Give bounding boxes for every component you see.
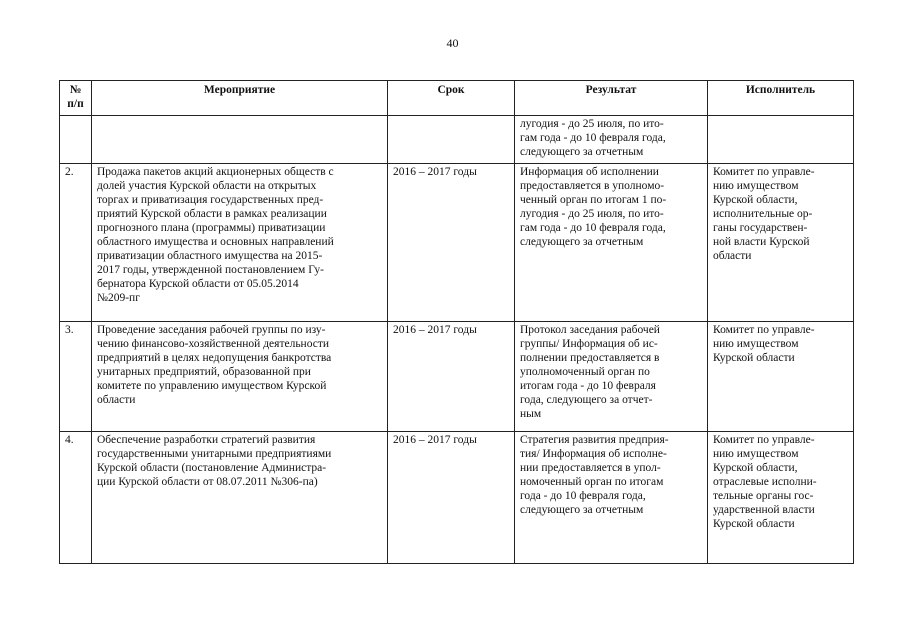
cell-number: 2. (60, 164, 92, 322)
table-row (60, 322, 854, 432)
cell-number (60, 116, 92, 164)
cell-event: Обеспечение разработки стратегий развития государственными унитарными предприятиями Курской области (постановление Администра- ции Курской области от 08.07.2011 №306-па) (92, 432, 388, 564)
cell-number: 3. (60, 322, 92, 432)
header-event: Мероприятие (92, 81, 388, 116)
cell-term: 2016 – 2017 годы (388, 164, 515, 322)
page-number: 40 (446, 36, 459, 50)
cell-event: Продажа пакетов акций акционерных обществ с долей участия Курской области на открытых торгах и приватизация государственных пред- приятий Курской области в рамках реализации прогнозного плана (программы) приватизации областного имущества и основных направлений приватизации областного имущества на 2015- 2017 годы, утвержденной постановлением Гу- бернатора Курской области от 05.05.2014 №209-пг (92, 164, 388, 322)
table-row (60, 432, 854, 564)
cell-result: Стратегия развития предприя- тия/ Информация об исполне- нии предоставляется в упол- номоченный орган по итогам года - до 10 февраля года, следующего за отчетным (515, 432, 708, 564)
cell-event: Проведение заседания рабочей группы по изу- чению финансово-хозяйственной деятельности предприятий в целях недопущения банкротства унитарных предприятий, образованной при комитете по управлению имуществом Курской области (92, 322, 388, 432)
table-row (60, 116, 854, 164)
cell-executor: Комитет по управле- нию имуществом Курской области (708, 322, 854, 432)
cell-result: Протокол заседания рабочей группы/ Информация об ис- полнении предоставляется в уполномоченный орган по итогам года - до 10 февраля года, следующего за отчет- ным (515, 322, 708, 432)
cell-executor: Комитет по управле- нию имуществом Курской области, исполнительные ор- ганы государствен- ной власти Курской области (708, 164, 854, 322)
cell-term: 2016 – 2017 годы (388, 322, 515, 432)
header-term: Срок (388, 81, 515, 116)
cell-executor (708, 116, 854, 164)
table-row (60, 164, 854, 322)
cell-event (92, 116, 388, 164)
cell-executor: Комитет по управле- нию имуществом Курской области, отраслевые исполни- тельные органы гос- ударственной власти Курской области (708, 432, 854, 564)
table-header-row (60, 81, 854, 116)
measures-table (59, 80, 854, 564)
cell-result: лугодия - до 25 июля, по ито- гам года - до 10 февраля года, следующего за отчетным (515, 116, 708, 164)
header-result: Результат (515, 81, 708, 116)
cell-number: 4. (60, 432, 92, 564)
cell-term (388, 116, 515, 164)
header-number: № п/п (60, 81, 92, 116)
cell-result: Информация об исполнении предоставляется в уполномо- ченный орган по итогам 1 по- лугодия - до 25 июля, по ито- гам года - до 10 февраля года, следующего за отчетным (515, 164, 708, 322)
cell-term: 2016 – 2017 годы (388, 432, 515, 564)
header-executor: Исполнитель (708, 81, 854, 116)
